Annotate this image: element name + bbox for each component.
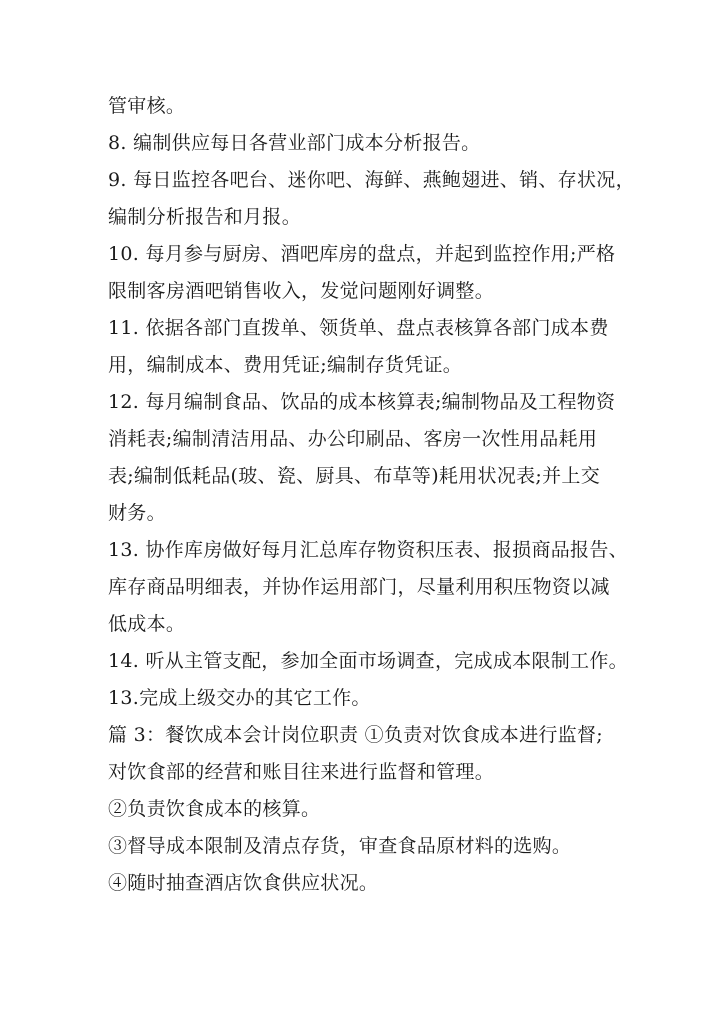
text-line: 消耗表;编制清洁用品、办公印刷品、客房一次性用品耗用 [108,428,598,450]
text-line: 14. 听从主管支配，参加全面市场调查，完成成本限制工作。 [108,650,628,672]
text-line: 篇 3：餐饮成本会计岗位职责 ①负责对饮食成本进行监督; [108,724,603,746]
text-line: 11. 依据各部门直拨单、领货单、盘点表核算各部门成本费 [108,317,609,339]
text-line: 13.完成上级交办的其它工作。 [108,687,371,709]
text-line: 财务。 [108,502,166,524]
text-line: 9. 每日监控各吧台、迷你吧、海鲜、燕鲍翅进、销、存状况， [108,169,635,191]
text-line: 8. 编制供应每日各营业部门成本分析报告。 [108,132,481,154]
text-line: 对饮食部的经营和账目往来进行监督和管理。 [108,761,495,783]
text-line: 库存商品明细表，并协作运用部门，尽量利用积压物资以减 [108,576,610,598]
text-line: 限制客房酒吧销售收入，发觉问题刚好调整。 [108,280,495,302]
text-line: 管审核。 [108,95,186,117]
text-line: 表;编制低耗品(玻、瓷、厨具、布草等)耗用状况表;并上交 [108,465,601,487]
text-line: 低成本。 [108,613,186,635]
text-line: 13. 协作库房做好每月汇总库存物资积压表、报损商品报告、 [108,539,628,561]
text-line: ③督导成本限制及清点存货，审查食品原材料的选购。 [108,835,572,857]
text-line: 用，编制成本、费用凭证;编制存货凭证。 [108,354,463,376]
document-body [108,88,635,902]
text-line: 编制分析报告和月报。 [108,206,302,228]
text-line: 12. 每月编制食品、饮品的成本核算表;编制物品及工程物资 [108,391,616,413]
text-line: ④随时抽查酒店饮食供应状况。 [108,872,379,894]
text-line: ②负责饮食成本的核算。 [108,798,321,820]
text-line: 10. 每月参与厨房、酒吧库房的盘点，并起到监控作用;严格 [108,243,616,265]
